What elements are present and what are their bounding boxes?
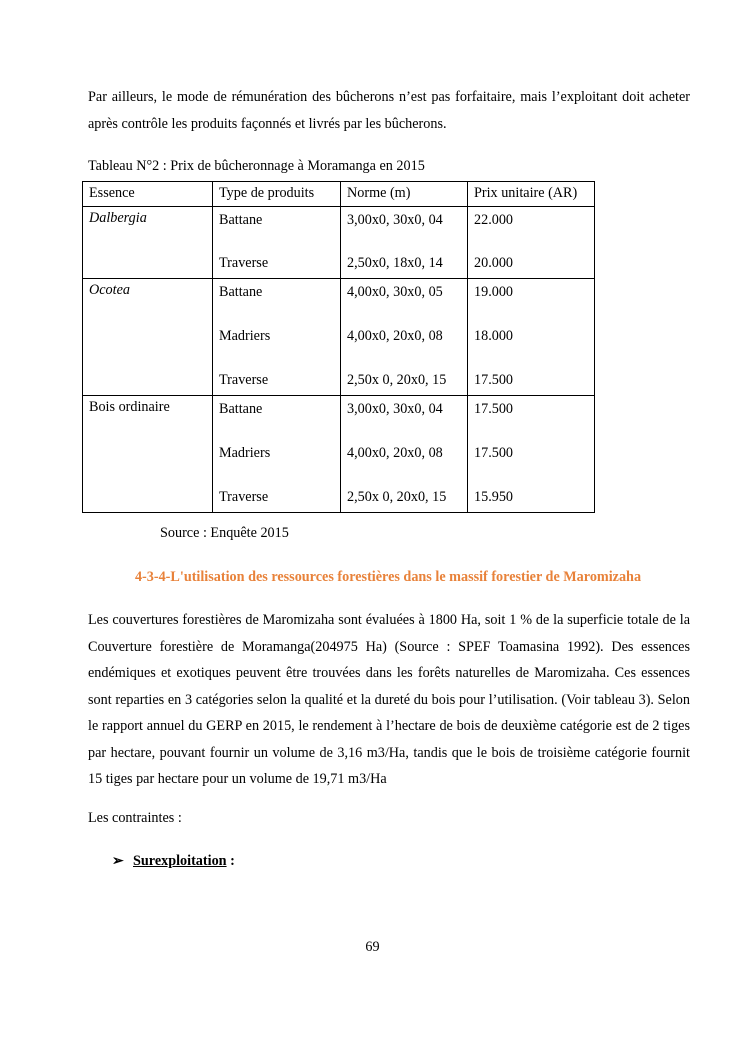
norme-value: 4,00x0, 20x0, 08 bbox=[347, 328, 443, 344]
type-value: Traverse bbox=[219, 489, 269, 505]
essence-cell: Ocotea bbox=[83, 279, 213, 396]
header-prix: Prix unitaire (AR) bbox=[468, 182, 595, 207]
prix-value: 17.500 bbox=[474, 372, 514, 388]
norme-value: 4,00x0, 30x0, 05 bbox=[347, 284, 443, 300]
header-type: Type de produits bbox=[213, 182, 341, 207]
norme-cell bbox=[341, 279, 468, 396]
prix-value: 22.000 bbox=[474, 212, 514, 228]
essence-cell: Dalbergia bbox=[83, 207, 213, 279]
intro-paragraph: Par ailleurs, le mode de rémunération des bûcherons n’est pas forfaitaire, mais l’exploitant doit acheter après contrôle les produits façonnés et livrés par les bûcherons. bbox=[88, 89, 690, 132]
type-value: Battane bbox=[219, 284, 263, 300]
header-essence: Essence bbox=[83, 182, 213, 207]
table-row bbox=[83, 207, 595, 279]
norme-value: 2,50x 0, 20x0, 15 bbox=[347, 372, 447, 388]
type-value: Madriers bbox=[219, 328, 271, 344]
prix-cell bbox=[468, 279, 595, 396]
prix-cell bbox=[468, 396, 595, 513]
table-row bbox=[83, 279, 595, 396]
type-value: Madriers bbox=[219, 445, 271, 461]
norme-value: 3,00x0, 30x0, 04 bbox=[347, 401, 443, 417]
bullet-item bbox=[112, 851, 235, 871]
bullet-suffix: : bbox=[226, 853, 235, 869]
bullet-text: Surexploitation bbox=[133, 853, 227, 869]
prix-value: 20.000 bbox=[474, 255, 514, 271]
body-paragraph: Les couvertures forestières de Maromizaha sont évaluées à 1800 Ha, soit 1 % de la superficie totale de la Couverture forestière de Moramanga(204975 Ha) (Source : SPEF Toamasina 1992). Des essences endémiques et exotiques peuvent être trouvées dans les forêts naturelles de Maromizaha. Ces essences sont reparties en 3 catégories selon la qualité et la dureté du bois pour l’utilisation. (Voir tableau 3). Selon le rapport annuel du GERP en 2015, le rendement à l’hectare de bois de deuxième catégorie est de 2 tiges par hectare, pouvant fournir un volume de 3,16 m3/Ha, tandis que le bois de troisième catégorie fournit 15 tiges par hectare pour un volume de 19,71 m3/Ha bbox=[88, 612, 690, 787]
norme-cell bbox=[341, 207, 468, 279]
prix-value: 18.000 bbox=[474, 328, 514, 344]
type-value: Battane bbox=[219, 212, 263, 228]
type-value: Battane bbox=[219, 401, 263, 417]
norme-cell bbox=[341, 396, 468, 513]
prix-value: 17.500 bbox=[474, 401, 514, 417]
type-value: Traverse bbox=[219, 372, 269, 388]
prix-cell bbox=[468, 207, 595, 279]
prix-value: 17.500 bbox=[474, 445, 514, 461]
norme-value: 2,50x 0, 20x0, 15 bbox=[347, 489, 447, 505]
type-cell bbox=[213, 396, 341, 513]
type-cell bbox=[213, 207, 341, 279]
price-table bbox=[82, 181, 595, 513]
constraints-label: Les contraintes : bbox=[88, 810, 182, 826]
norme-value: 2,50x0, 18x0, 14 bbox=[347, 255, 443, 271]
prix-value: 15.950 bbox=[474, 489, 514, 505]
header-norme: Norme (m) bbox=[341, 182, 468, 207]
page-number: 69 bbox=[365, 939, 380, 955]
arrow-bullet-icon: ➢ bbox=[112, 853, 124, 869]
table-header-row bbox=[83, 182, 595, 207]
table-source: Source : Enquête 2015 bbox=[160, 525, 289, 541]
norme-value: 3,00x0, 30x0, 04 bbox=[347, 212, 443, 228]
section-heading: 4-3-4-L'utilisation des ressources forestières dans le massif forestier de Maromizaha bbox=[134, 569, 642, 585]
table-row bbox=[83, 396, 595, 513]
type-value: Traverse bbox=[219, 255, 269, 271]
type-cell bbox=[213, 279, 341, 396]
table-caption: Tableau N°2 : Prix de bûcheronnage à Moramanga en 2015 bbox=[88, 158, 425, 174]
norme-value: 4,00x0, 20x0, 08 bbox=[347, 445, 443, 461]
prix-value: 19.000 bbox=[474, 284, 514, 300]
essence-cell: Bois ordinaire bbox=[83, 396, 213, 513]
